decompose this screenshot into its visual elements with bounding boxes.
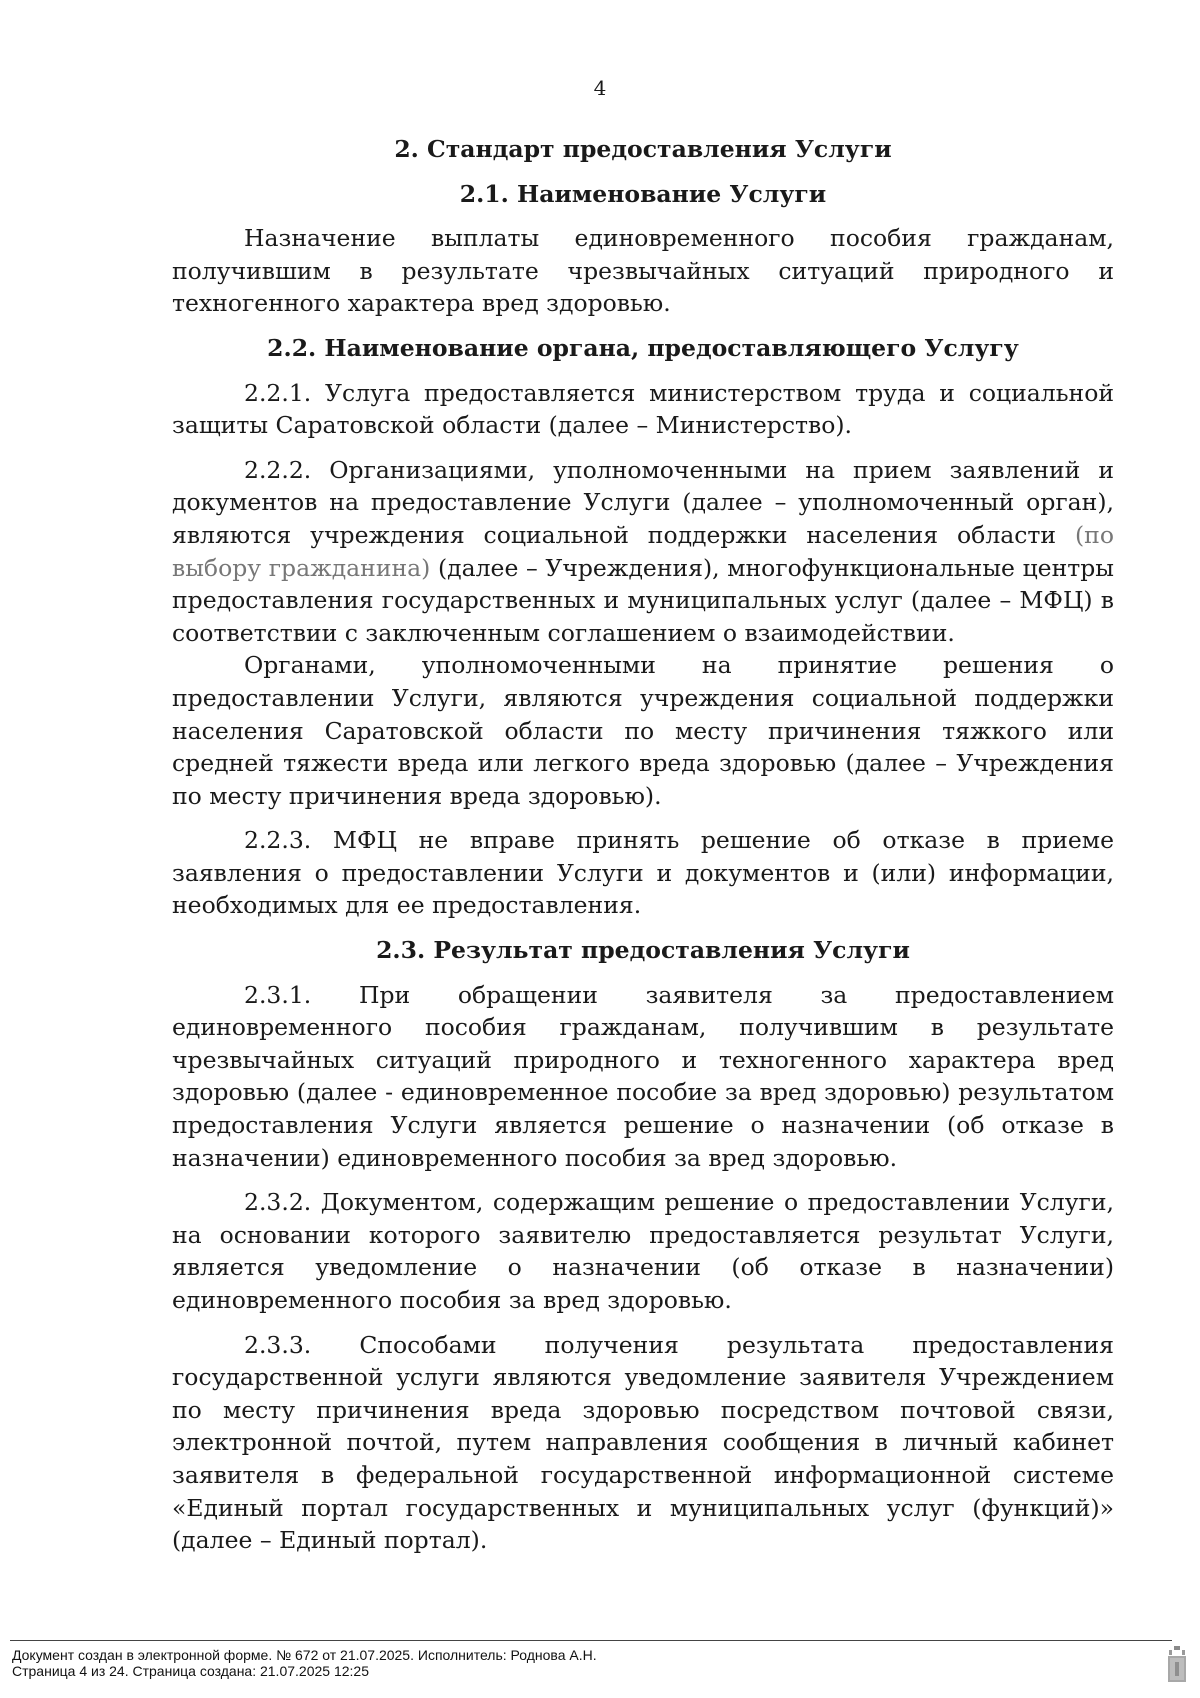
paragraph-2-3-2: 2.3.2. Документом, содержащим решение о предоставлении Услуги, на основании которого заявителю предоставляется результат Услуги, является уведомление о назначении (об отказе в назначении) единовременного пособия за вред здоровью. <box>172 1188 1114 1314</box>
document-body <box>172 133 1114 1569</box>
footer-line-1: Документ создан в электронной форме. № 672 от 21.07.2025. Исполнитель: Роднова А.Н. <box>12 1647 597 1663</box>
paragraph-2-2-2-part-b: (далее – Учреждения), многофункциональные центры предоставления государственных и муниципальных услуг (далее – МФЦ) в соответствии с заключенным соглашением о взаимодействии. <box>172 553 1115 647</box>
paragraph-2-2-2-continued: Органами, уполномоченными на принятие решения о предоставлении Услуги, являются учреждения социальной поддержки населения Саратовской области по месту причинения тяжкого или средней тяжести вреда или легкого вреда здоровью (далее – Учреждения по месту причинения вреда здоровью). <box>172 651 1114 810</box>
footer-divider <box>10 1640 1172 1641</box>
paragraph-2-2-3: 2.2.3. МФЦ не вправе принять решение об отказе в приеме заявления о предоставлении Услуги и документов и (или) информации, необходимых для ее предоставления. <box>172 826 1114 920</box>
paragraph-2-1: Назначение выплаты единовременного пособия гражданам, получившим в результате чрезвычайных ситуаций природного и техногенного характера вред здоровью. <box>172 224 1114 318</box>
section-title: 2. Стандарт предоставления Услуги <box>394 135 892 163</box>
paragraph-2-3-3: 2.3.3. Способами получения результата предоставления государственной услуги являются уведомление заявителя Учреждением по месту причинения вреда здоровью посредством почтовой связи, электронной почтой, путем направления сообщения в личный кабинет заявителя в федеральной государственной информационной системе «Единый портал государственных и муниципальных услуг (функций)» (далее – Единый портал). <box>172 1330 1114 1555</box>
paragraph-2-2-2 <box>172 454 1114 650</box>
footer-line-2: Страница 4 из 24. Страница создана: 21.07.2025 12:25 <box>12 1663 369 1679</box>
paragraph-2-2-1: 2.2.1. Услуга предоставляется министерством труда и социальной защиты Саратовской области (далее – Министерство). <box>172 378 1114 440</box>
paragraph-2-2-2-part-a: 2.2.2. Организациями, уполномоченными на прием заявлений и документов на предоставление Услуги (далее – уполномоченный орган), являются учреждения социальной поддержки населения области <box>172 455 1114 549</box>
subsection-title-2-1: 2.1. Наименование Услуги <box>459 179 827 208</box>
coat-of-arms-icon <box>1166 1646 1188 1684</box>
document-footer <box>0 1640 1200 1698</box>
paragraph-2-2-2-highlight: (по выбору гражданина) <box>172 520 1114 582</box>
paragraph-2-3-1: 2.3.1. При обращении заявителя за предоставлением единовременного пособия гражданам, получившим в результате чрезвычайных ситуаций природного и техногенного характера вред здоровью (далее - единовременное пособие за вред здоровью) результатом предоставления Услуги является решение о назначении (об отказе в назначении) единовременного пособия за вред здоровью. <box>172 980 1114 1172</box>
subsection-title-2-2: 2.2. Наименование органа, предоставляющего Услугу <box>267 333 1019 362</box>
subsection-title-2-3: 2.3. Результат предоставления Услуги <box>376 936 910 965</box>
page-number: 4 <box>593 76 607 100</box>
footer-text <box>12 1647 597 1679</box>
